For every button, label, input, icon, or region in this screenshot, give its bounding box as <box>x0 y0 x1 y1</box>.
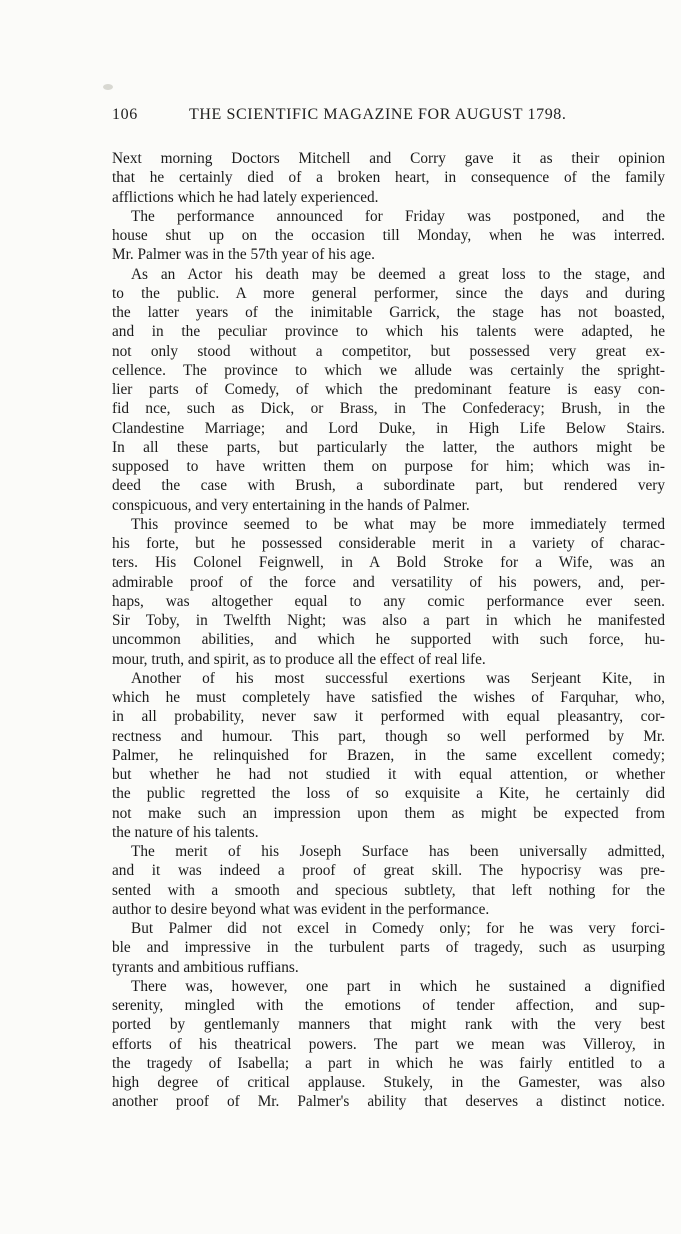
text-line: serenity, mingled with the emotions of tender affection, and sup- <box>112 997 665 1014</box>
text-line: author to desire beyond what was evident in the performance. <box>112 900 490 918</box>
text-line: Palmer, he relinquished for Brazen, in the same excellent comedy; <box>112 746 665 764</box>
running-title: THE SCIENTIFIC MAGAZINE FOR AUGUST 1798. <box>189 106 567 123</box>
text-line: fid nce, such as Dick, or Brass, in The Confederacy; Brush, in the <box>112 400 665 418</box>
text-line: This province seemed to be what may be more immediately termed <box>131 515 665 533</box>
text-line: lier parts of Comedy, of which the predominant feature is easy con- <box>112 381 665 398</box>
text-line: The performance announced for Friday was postponed, and the <box>131 207 665 225</box>
text-line: efforts of his theatrical powers. The part we mean was Villeroy, in <box>112 1035 665 1053</box>
text-line: the nature of his talents. <box>112 823 259 841</box>
text-line: the tragedy of Isabella; a part in which he was fairly entitled to a <box>112 1054 665 1072</box>
text-line: but whether he had not studied it with equal attention, or whether <box>112 766 665 783</box>
text-line: which he must completely have satisfied the wishes of Farquhar, who, <box>112 689 665 706</box>
text-line: the latter years of the inimitable Garrick, the stage has not boasted, <box>112 304 665 321</box>
text-line: deed the case with Brush, a subordinate part, but rendered very <box>112 477 665 495</box>
text-line: high degree of critical applause. Stukely, in the Gamester, was also <box>112 1074 665 1091</box>
text-line: In all these parts, but particularly the latter, the authors might be <box>112 438 665 456</box>
text-line: the public regretted the loss of so exquisite a Kite, he certainly did <box>112 785 665 803</box>
text-line: Clandestine Marriage; and Lord Duke, in High Life Below Stairs. <box>112 419 665 437</box>
text-line: ported by gentlemanly manners that might rank with the very best <box>112 1016 665 1034</box>
text-line: admirable proof of the force and versatility of his powers, and, per- <box>112 573 665 591</box>
text-line: uncommon abilities, and which he supported with such force, hu- <box>112 631 665 649</box>
text-line: sented with a smooth and specious subtlety, that left nothing for the <box>112 881 665 899</box>
text-line: tyrants and ambitious ruffians. <box>112 958 299 976</box>
text-line: house shut up on the occasion till Monday, when he was interred. <box>112 227 665 244</box>
running-head <box>112 106 652 136</box>
text-line: There was, however, one part in which he sustained a dignified <box>131 977 665 995</box>
text-line: ble and impressive in the turbulent parts of tragedy, such as usurping <box>112 939 665 957</box>
text-line: his forte, but he possessed considerable merit in a variety of charac- <box>112 535 665 552</box>
text-line: Another of his most successful exertions was Serjeant Kite, in <box>131 669 665 687</box>
text-line: and in the peculiar province to which his talents were adapted, he <box>112 323 665 341</box>
ink-smudge <box>103 84 113 90</box>
text-line: As an Actor his death may be deemed a great loss to the stage, and <box>131 265 665 283</box>
text-line: not only stood without a competitor, but possessed very great ex- <box>112 342 665 360</box>
text-line: conspicuous, and very entertaining in the hands of Palmer. <box>112 496 470 514</box>
text-line: haps, was altogether equal to any comic performance ever seen. <box>112 592 665 610</box>
text-line: that he certainly died of a broken heart, in consequence of the family <box>112 169 665 187</box>
text-line: The merit of his Joseph Surface has been universally admitted, <box>131 843 665 860</box>
article-body <box>112 149 665 1112</box>
text-line: not make such an impression upon them as might be expected from <box>112 804 665 822</box>
page-number: 106 <box>112 106 138 123</box>
text-line: rectness and humour. This part, though so well performed by Mr. <box>112 727 665 745</box>
text-line: supposed to have written them on purpose for him; which was in- <box>112 458 665 475</box>
text-line: mour, truth, and spirit, as to produce all the effect of real life. <box>112 650 486 668</box>
text-line: another proof of Mr. Palmer's ability that deserves a distinct notice. <box>112 1093 665 1111</box>
text-line: Sir Toby, in Twelfth Night; was also a part in which he manifested <box>112 612 665 629</box>
text-line: cellence. The province to which we allude was certainly the spright- <box>112 361 665 379</box>
text-line: But Palmer did not excel in Comedy only; for he was very forci- <box>131 920 665 937</box>
text-line: in all probability, never saw it performed with equal pleasantry, cor- <box>112 708 665 726</box>
text-line: Mr. Palmer was in the 57th year of his age. <box>112 246 375 264</box>
text-line: and it was indeed a proof of great skill. The hypocrisy was pre- <box>112 862 665 880</box>
text-line: ters. His Colonel Feignwell, in A Bold Stroke for a Wife, was an <box>112 554 665 572</box>
text-line: to the public. A more general performer, since the days and during <box>112 284 665 302</box>
text-line: afflictions which he had lately experienced. <box>112 188 379 206</box>
text-line: Next morning Doctors Mitchell and Corry gave it as their opinion <box>112 150 665 167</box>
